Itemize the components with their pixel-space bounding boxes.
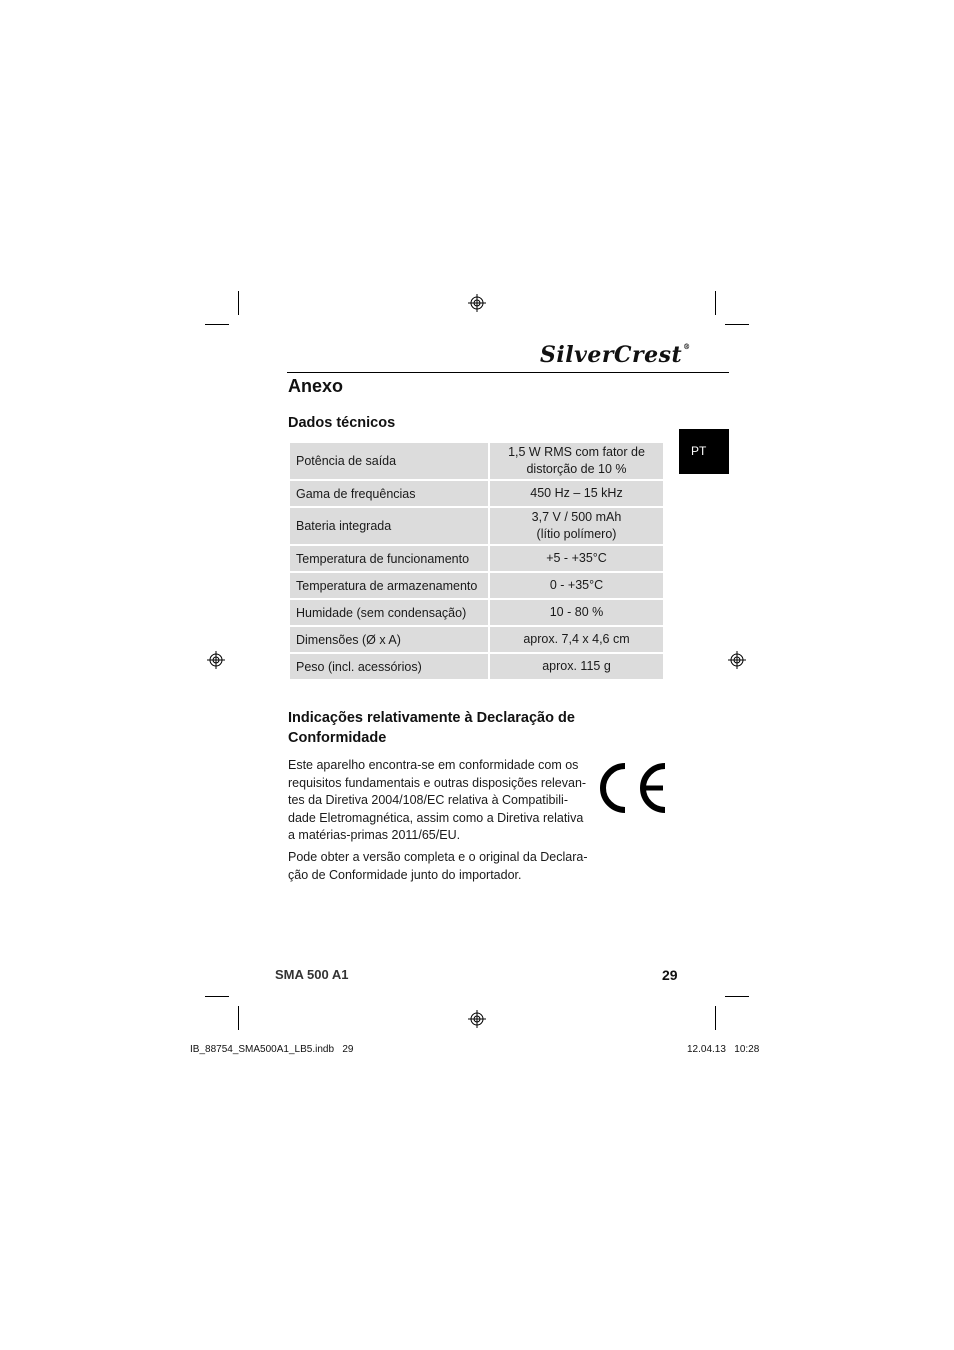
spec-value-line: distorção de 10 %	[526, 462, 627, 476]
spec-label: Temperatura de funcionamento	[290, 546, 488, 571]
spec-value	[490, 481, 663, 506]
language-tab-label: PT	[691, 444, 707, 458]
table-row	[290, 481, 663, 506]
spec-value	[490, 627, 663, 652]
conformity-heading-line: Indicações relativamente à Declaração de	[288, 710, 575, 726]
paragraph-line: dade Eletromagnética, assim como a Diretiva relativa	[288, 810, 584, 825]
conformity-heading-line: Conformidade	[288, 730, 387, 746]
crop-mark-bottom-right-vertical	[715, 1006, 716, 1030]
table-row	[290, 600, 663, 625]
registered-mark: ®	[683, 342, 691, 351]
table-row	[290, 654, 663, 679]
brand-logo	[540, 342, 691, 368]
spec-value-line: 450 Hz – 15 kHz	[530, 486, 623, 500]
paragraph-line: ção de Conformidade junto do importador.	[288, 867, 522, 882]
registration-mark-icon	[468, 1010, 486, 1028]
paragraph-line: Pode obter a versão completa e o original da Declara-	[288, 850, 588, 864]
spec-label: Peso (incl. acessórios)	[290, 654, 488, 679]
table-row	[290, 627, 663, 652]
footer-model: SMA 500 A1	[275, 967, 349, 982]
spec-value-line: 10 - 80 %	[549, 605, 604, 619]
registration-mark-icon	[468, 294, 486, 312]
table-row	[290, 443, 663, 479]
spec-value	[490, 443, 663, 479]
registration-mark-icon	[207, 651, 225, 669]
spec-label: Gama de frequências	[290, 481, 488, 506]
spec-label: Humidade (sem condensação)	[290, 600, 488, 625]
spec-value-line: +5 - +35°C	[546, 551, 607, 565]
tech-data-table	[288, 441, 665, 681]
spec-value	[490, 654, 663, 679]
spec-label: Potência de saída	[290, 443, 488, 479]
spec-value	[490, 573, 663, 598]
page-number: 29	[662, 967, 678, 983]
spec-value-line: aprox. 115 g	[542, 659, 611, 673]
crop-mark-bottom-right-horizontal	[725, 996, 749, 997]
paragraph-line: a matérias-primas 2011/65/EU.	[288, 828, 461, 842]
table-row	[290, 508, 663, 544]
spec-label: Dimensões (Ø x A)	[290, 627, 488, 652]
page-title: Anexo	[288, 376, 344, 396]
paragraph-line: Este aparelho encontra-se em conformidade com os	[288, 758, 579, 772]
spec-value-line: (lítio polímero)	[536, 527, 617, 541]
spec-value-line: 0 - +35°C	[549, 578, 604, 592]
spec-value-line: 3,7 V / 500 mAh	[531, 510, 622, 524]
paragraph-line: requisitos fundamentais e outras disposições relevan-	[288, 775, 587, 790]
spec-value-line: aprox. 7,4 x 4,6 cm	[523, 632, 630, 646]
conformity-paragraph	[288, 757, 587, 845]
table-row	[290, 573, 663, 598]
crop-mark-bottom-left-vertical	[238, 1006, 239, 1030]
registration-mark-icon	[728, 651, 746, 669]
print-slug-datetime: 12.04.13 10:28	[687, 1044, 760, 1055]
spec-label: Bateria integrada	[290, 508, 488, 544]
paragraph-line: tes da Diretiva 2004/108/EC relativa à Compatibili-	[288, 793, 568, 807]
brand-name: SilverCrest	[540, 342, 683, 368]
print-slug-file: IB_88754_SMA500A1_LB5.indb 29	[190, 1044, 354, 1055]
spec-value	[490, 600, 663, 625]
table-row	[290, 546, 663, 571]
crop-mark-top-left-vertical	[238, 291, 239, 315]
crop-mark-top-right-horizontal	[725, 324, 749, 325]
section-heading-conformity	[288, 708, 575, 748]
language-tab	[679, 429, 729, 474]
spec-value-line: 1,5 W RMS com fator de	[508, 445, 645, 459]
crop-mark-top-left-horizontal	[205, 324, 229, 325]
section-heading-tech-data: Dados técnicos	[288, 415, 396, 431]
spec-value	[490, 546, 663, 571]
crop-mark-top-right-vertical	[715, 291, 716, 315]
spec-label: Temperatura de armazenamento	[290, 573, 488, 598]
ce-mark-icon	[592, 760, 668, 816]
header-rule	[287, 372, 729, 373]
importer-paragraph	[288, 849, 588, 884]
spec-value	[490, 508, 663, 544]
crop-mark-bottom-left-horizontal	[205, 996, 229, 997]
